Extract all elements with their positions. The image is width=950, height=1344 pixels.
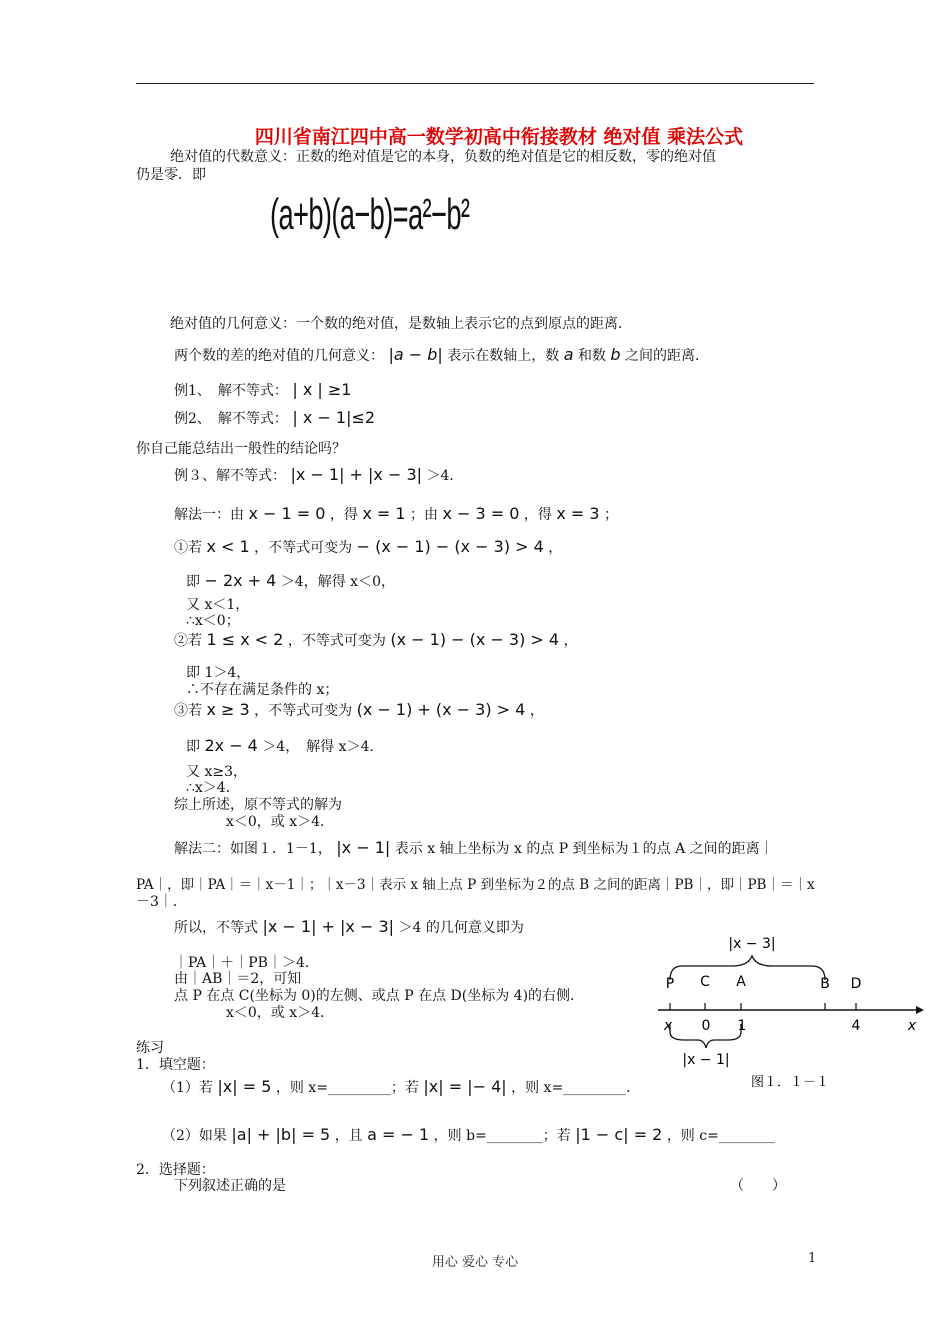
equation: |x| = |− 4| [423, 1077, 507, 1096]
answer-paren: （ ） [730, 1178, 786, 1194]
text: ， [548, 540, 563, 556]
difference-and: 和数 [577, 348, 606, 364]
method-2-line-7: 点 P 在点 C(坐标为 0)的左侧、或点 P 在点 D(坐标为 4)的右侧． [174, 988, 585, 1004]
tick-label-0: 0 [701, 1018, 711, 1034]
difference-of-squares-formula: (a+b)(a−b)=a²−b² [270, 190, 470, 239]
bottom-brace-label: |x − 1| [682, 1052, 730, 1068]
condition: x ≥ 3 [206, 700, 250, 719]
condition: x < 1 [206, 537, 250, 556]
example-2-expression: | x − 1|≤2 [292, 408, 376, 427]
figure-caption: 图１．１－１ [750, 1075, 830, 1090]
example-1-expression: | x | ≥1 [292, 380, 352, 399]
difference-mid: 表示在数轴上，数 [447, 348, 560, 364]
top-brace [670, 956, 825, 980]
inequality: (x − 1) − (x − 3) > 4 [390, 630, 560, 649]
document-title: 四川省南江四中高一数学初高中衔接教材 绝对值 乘法公式 [254, 126, 744, 148]
text: （2）如果 [162, 1128, 227, 1144]
inequality: (x − 1) + (x − 3) > 4 [356, 700, 526, 719]
point-d-label: D [850, 976, 862, 992]
general-question: 你自己能总结出一般性的结论吗？ [136, 441, 346, 457]
condition: 1 ≤ x < 2 [206, 630, 284, 649]
text: ，则 b=________；若 [433, 1128, 571, 1144]
text: 解法一：由 [174, 507, 244, 523]
method-2-line-3: －3｜． [136, 894, 187, 910]
example-2 [174, 408, 375, 428]
case-2-step-2: 即 1＞4， [186, 665, 251, 681]
expression: |x − 1| [336, 838, 391, 857]
footer-motto: 用心 爱心 专心 [431, 1255, 519, 1270]
example-1-label: 例1、 解不等式： [174, 383, 288, 399]
expression: 2x − 4 [204, 736, 258, 755]
equation: a = − 1 [367, 1125, 430, 1144]
case-1-step-3: 又 x＜1， [186, 597, 250, 613]
header-rule [136, 83, 814, 84]
case-1-line [174, 537, 562, 557]
text: ， [563, 633, 578, 649]
practice-q1-2 [162, 1125, 775, 1145]
practice-heading: 练习 [136, 1040, 164, 1056]
point-a-label: A [736, 974, 746, 990]
example-3-expression: |x − 1| + |x − 3| [290, 465, 423, 484]
text: 即 [186, 574, 200, 590]
text: ，得 [329, 507, 358, 523]
example-3 [174, 465, 463, 485]
variable-a: a [563, 345, 574, 364]
method-2-line-6: 由｜AB｜＝2，可知 [174, 971, 302, 987]
equation: x = 3 [556, 504, 600, 523]
text: 所以，不等式 [174, 920, 258, 936]
expression: |x − 1| + |x − 3| [262, 917, 395, 936]
top-brace-label: |x − 3| [728, 936, 776, 952]
expression: − 2x + 4 [204, 571, 277, 590]
method-1-intro [174, 504, 618, 524]
text: 表示 x 轴上坐标为 x 的点 P 到坐标为１的点 A 之间的距离｜ [394, 841, 774, 857]
case-2-line [174, 630, 578, 650]
equation: |1 − c| = 2 [575, 1125, 663, 1144]
case-3-line [174, 700, 544, 720]
number-line-figure [640, 928, 930, 1093]
equation: |x| = 5 [217, 1077, 272, 1096]
tick-label-x: x [663, 1018, 673, 1034]
difference-expression: |a − b| [388, 345, 443, 364]
text: ，不等式可变为 [254, 703, 353, 719]
practice-q2: 2．选择题： [136, 1162, 215, 1178]
page-number: 1 [808, 1251, 817, 1266]
case-1-step-4: ∴x＜0； [186, 613, 240, 629]
geometric-meaning-line: 绝对值的几何意义：一个数的绝对值，是数轴上表示它的点到原点的距离． [170, 316, 632, 332]
text: ，则 x=_________；若 [275, 1080, 419, 1096]
text: ＞4，解得 x＜0， [280, 574, 395, 590]
text: ①若 [174, 540, 202, 556]
example-1 [174, 380, 351, 400]
text: ， [529, 703, 544, 719]
case-2-step-3: ∴不存在满足条件的 x； [186, 682, 339, 698]
method-2-line-8: x＜0，或 x＞4． [226, 1005, 335, 1021]
summary-line-2: x＜0，或 x＞4． [226, 814, 335, 830]
summary-line-1: 综上所述，原不等式的解为 [174, 797, 342, 813]
tick-label-4: 4 [851, 1018, 861, 1034]
equation: |a| + |b| = 5 [231, 1125, 331, 1144]
method-2-line-4 [174, 917, 524, 937]
equation: x − 1 = 0 [248, 504, 326, 523]
case-1-step-2 [186, 571, 395, 591]
algebraic-meaning-line2: 仍是零．即 [136, 167, 206, 183]
variable-b: b [610, 345, 621, 364]
text: ，不等式可变为 [287, 633, 386, 649]
text: 解法二：如图１．1－1， [174, 841, 332, 857]
method-2-line-2: PA｜，即｜PA｜＝｜x－1｜；｜x－3｜表示 x 轴上点 P 到坐标为２的点 B 之间的距离｜PB｜，即｜PB｜＝｜x [136, 877, 815, 893]
point-c-label: C [700, 974, 710, 990]
text: ，得 [523, 507, 552, 523]
equation: x = 1 [362, 504, 406, 523]
text: ，则 x=_________． [511, 1080, 641, 1096]
axis-label-x: x [907, 1018, 917, 1034]
example-2-label: 例2、 解不等式： [174, 411, 288, 427]
method-2-line-5: ｜PA｜＋｜PB｜＞4． [174, 955, 319, 971]
case-3-step-4: ∴x＞4． [186, 780, 240, 796]
equation: x − 3 = 0 [442, 504, 520, 523]
text: ，不等式可变为 [254, 540, 353, 556]
difference-meaning-line [174, 345, 709, 365]
text: ②若 [174, 633, 202, 649]
text: ＞4， 解得 x＞4． [262, 739, 384, 755]
example-3-label: 例３、解不等式： [174, 468, 286, 484]
tick-label-1: 1 [737, 1018, 747, 1034]
method-2-line-1 [174, 838, 774, 858]
algebraic-meaning-line1: 绝对值的代数意义：正数的绝对值是它的本身，负数的绝对值是它的相反数，零的绝对值 [170, 149, 716, 165]
text: ； [604, 507, 619, 523]
text: ；由 [410, 507, 439, 523]
practice-q1-1 [162, 1077, 640, 1097]
text: ，则 c=________ [666, 1128, 775, 1144]
point-p-label: P [665, 976, 675, 992]
example-3-suffix: ＞4． [426, 468, 464, 484]
text: （1）若 [162, 1080, 213, 1096]
text: ＞4 的几何意义即为 [398, 920, 524, 936]
axis-arrow-icon [916, 1006, 924, 1014]
case-3-step-3: 又 x≥3， [186, 764, 247, 780]
text: ，且 [334, 1128, 363, 1144]
practice-q1: 1．填空题： [136, 1057, 215, 1073]
text: 即 [186, 739, 200, 755]
practice-q2-1: 下列叙述正确的是 [174, 1178, 286, 1194]
inequality: − (x − 1) − (x − 3) > 4 [356, 537, 544, 556]
point-b-label: B [820, 976, 830, 992]
text: ③若 [174, 703, 202, 719]
case-3-step-2 [186, 736, 383, 756]
difference-suffix: 之间的距离． [625, 348, 710, 364]
difference-prefix: 两个数的差的绝对值的几何意义： [174, 348, 384, 364]
